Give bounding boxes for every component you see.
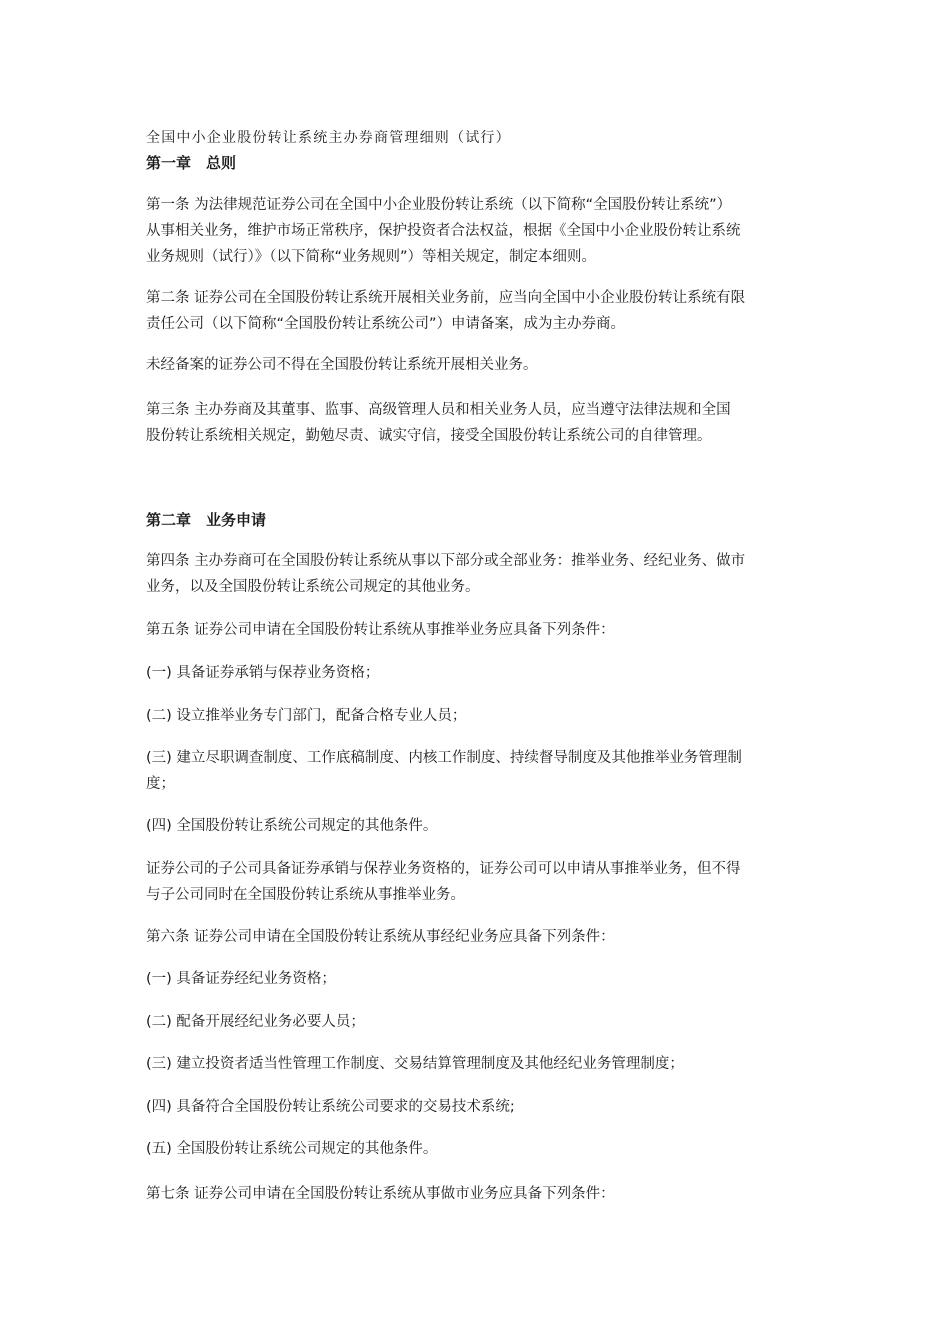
article-7	[146, 1181, 816, 1207]
text-line: (五) 全国股份转让系统公司规定的其他条件。	[146, 1141, 438, 1157]
text-line: 第七条 证券公司申请在全国股份转让系统从事做市业务应具备下列条件：	[146, 1186, 615, 1202]
article-6-item-5	[146, 1136, 816, 1162]
article-2	[146, 285, 816, 337]
article-5	[146, 617, 816, 643]
document-title: 全国中小企业股份转让系统主办券商管理细则（试行）	[146, 130, 511, 146]
text-line: 业务，以及全国股份转让系统公司规定的其他业务。	[146, 579, 480, 595]
text-line: (四) 全国股份转让系统公司规定的其他条件。	[146, 818, 438, 834]
chapter-1-heading: 第一章 总则	[146, 154, 237, 172]
article-4	[146, 548, 816, 600]
text-line: 责任公司（以下简称“全国股份转让系统公司”）申请备案，成为主办券商。	[146, 316, 626, 332]
article-5-item-1	[146, 660, 816, 686]
text-line: (一) 具备证券经纪业务资格；	[146, 971, 336, 987]
text-line: 第三条 主办券商及其董事、监事、高级管理人员和相关业务人员，应当遵守法律法规和全国	[146, 402, 731, 418]
article-6	[146, 924, 816, 950]
text-line: 第四条 主办券商可在全国股份转让系统从事以下部分或全部业务：推举业务、经纪业务、做市	[146, 553, 746, 569]
text-line: 第六条 证券公司申请在全国股份转让系统从事经纪业务应具备下列条件：	[146, 929, 615, 945]
text-line: 度；	[146, 776, 175, 792]
article-5-item-3	[146, 745, 816, 797]
text-line: 从事相关业务，维护市场正常秩序，保护投资者合法权益，根据《全国中小企业股份转让系统	[146, 223, 741, 239]
text-line: 股份转让系统相关规定，勤勉尽责、诚实守信，接受全国股份转让系统公司的自律管理。	[146, 428, 712, 444]
article-2-note	[146, 352, 816, 378]
article-6-item-4	[146, 1094, 816, 1120]
text-line: (四) 具备符合全国股份转让系统公司要求的交易技术系统;	[146, 1099, 515, 1115]
text-line: 业务规则（试行）》（以下简称“业务规则”）等相关规定，制定本细则。	[146, 249, 597, 265]
text-line: 证券公司的子公司具备证券承销与保荐业务资格的，证券公司可以申请从事推举业务，但不得	[146, 861, 741, 877]
article-5-item-4	[146, 813, 816, 839]
article-5-item-2	[146, 703, 816, 729]
article-6-item-2	[146, 1009, 816, 1035]
text-line: (二) 配备开展经纪业务必要人员；	[146, 1014, 365, 1030]
text-line: (三) 建立尽职调查制度、工作底稿制度、内核工作制度、持续督导制度及其他推举业务管理制	[146, 750, 742, 766]
text-line: 第二条 证券公司在全国股份转让系统开展相关业务前，应当向全国中小企业股份转让系统有限	[146, 290, 746, 306]
article-5-note	[146, 856, 816, 908]
text-line: (二) 设立推举业务专门部门，配备合格专业人员；	[146, 708, 467, 724]
text-line: 未经备案的证券公司不得在全国股份转让系统开展相关业务。	[146, 357, 538, 373]
text-line: 与子公司同时在全国股份转让系统从事推举业务。	[146, 887, 465, 903]
article-1	[146, 192, 816, 270]
article-6-item-1	[146, 966, 816, 992]
chapter-2-heading: 第二章 业务申请	[146, 511, 267, 529]
text-line: (一) 具备证券承销与保荐业务资格；	[146, 665, 380, 681]
text-line: 第一条 为法律规范证券公司在全国中小企业股份转让系统（以下简称“全国股份转让系统”）	[146, 197, 732, 213]
text-line: 第五条 证券公司申请在全国股份转让系统从事推举业务应具备下列条件：	[146, 622, 615, 638]
text-line: (三) 建立投资者适当性管理工作制度、交易结算管理制度及其他经纪业务管理制度；	[146, 1056, 684, 1072]
article-6-item-3	[146, 1051, 816, 1077]
article-3	[146, 397, 816, 449]
